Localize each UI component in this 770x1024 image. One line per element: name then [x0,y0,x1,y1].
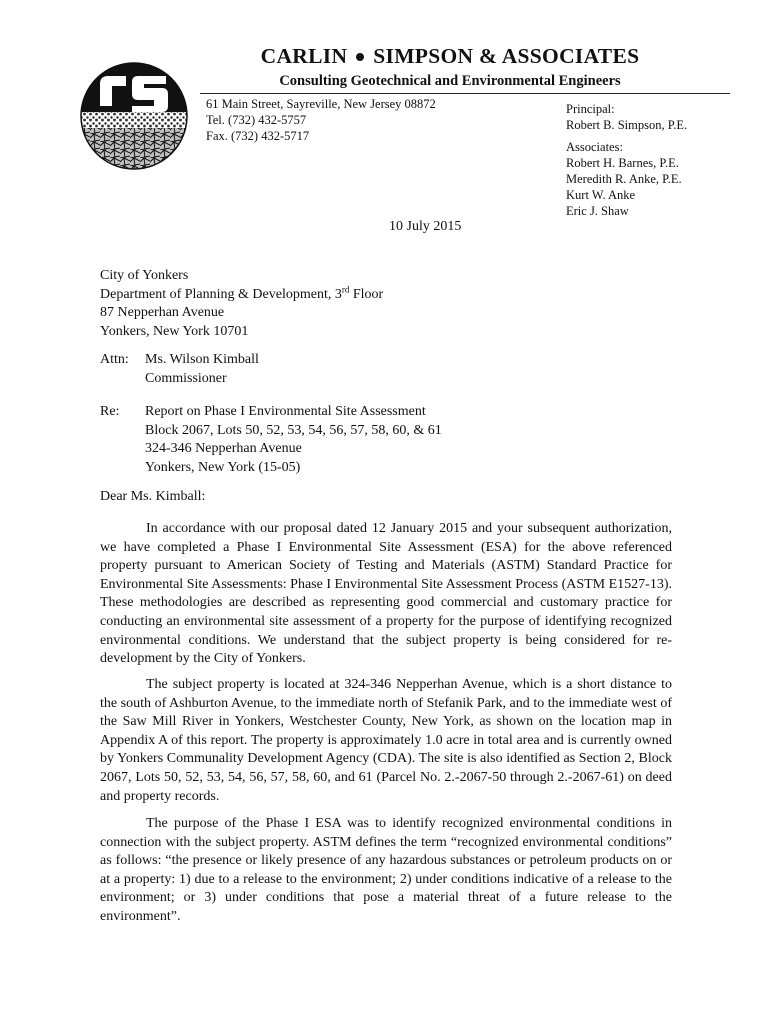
principal-label: Principal: [566,102,615,116]
associate-name: Eric J. Shaw [566,204,629,218]
body-paragraph: The subject property is located at 324-346 Nepperhan Avenue, which is a short distance to the south of Ashburton Avenue, to the immediate north of Stefanik Park, and to the immediate west of the Saw Mill River in Yonkers, Westchester County, New York, as shown on the location map in Appendix A of this report. The property is approximately 1.0 acre in total area and is currently owned by Yonkers Communality Development Agency (CDA). The site is also identified as Section 2, Block 2067, Lots 50, 52, 53, 54, 56, 57, 58, 60, and 61 (Parcel No. 2.-2067-50 through 2.-2067-61) on deed and property records. [100,677,672,804]
firm-staff [566,101,687,219]
firm-subtitle: Consulting Geotechnical and Environmental Engineers [279,73,621,89]
attn-name: Ms. Wilson Kimball [145,352,259,367]
bullet-dot-icon [356,53,364,61]
recipient-line: Yonkers, New York 10701 [100,323,249,339]
body-paragraph: The purpose of the Phase I ESA was to identify recognized environmental conditions in connection with the subject property. ASTM defines the term “recognized environmental conditions” as follows: “the presence or likely presence of any hazardous substances or petroleum products on or at a property: 1) due to a release to the environment; 2) under conditions indicative of a release to the environment; or 3) under conditions that pose a material threat of a future release to the environment”. [100,816,672,924]
associate-name: Meredith R. Anke, P.E. [566,172,682,186]
letter-date: 10 July 2015 [389,219,462,234]
firm-address [206,96,436,144]
address-tel: Tel. (732) 432-5757 [206,113,307,127]
company-logo [80,62,188,170]
attention-block [100,351,672,388]
body-paragraph: In accordance with our proposal dated 12 January 2015 and your subsequent authorization, we have completed a Phase I Environmental Site Assessment (ESA) for the above referenced property pursuant to American Society of Testing and Materials (ASTM) Standard Practice for Environmental Site Assessments: Phase I Environmental Site Assessment Process (ASTM E1527-13). These methodologies are described as representing good commercial and customary practice for conducting an environmental site assessment of a property for the purpose of identifying recognized environmental conditions. We understand that the subject property is being considered for re-development by the City of Yonkers. [100,521,673,667]
associate-name: Kurt W. Anke [566,188,636,202]
associates-label: Associates: [566,140,623,154]
attn-label: Attn: [100,352,129,367]
attn-title: Commissioner [145,370,227,386]
recipient-line: City of Yonkers [100,268,189,283]
firm-name: CARLIN SIMPSON & ASSOCIATES [260,44,640,68]
subject-block [100,403,672,477]
recipient-line: 87 Nepperhan Avenue [100,305,225,321]
recipient-address [100,267,672,341]
re-label: Re: [100,404,120,419]
associate-name: Robert H. Barnes, P.E. [566,156,679,170]
principal-name: Robert B. Simpson, P.E. [566,118,688,132]
letterhead-rule [200,93,730,94]
salutation: Dear Ms. Kimball: [100,489,206,504]
subject-line: Block 2067, Lots 50, 52, 53, 54, 56, 57, 58, 60, & 61 [145,422,442,438]
subject-line: Yonkers, New York (15-05) [145,459,301,475]
subject-line: 324-346 Nepperhan Avenue [145,441,302,457]
address-street: 61 Main Street, Sayreville, New Jersey 08872 [206,97,436,111]
address-fax: Fax. (732) 432-5717 [206,129,310,143]
subject-line: Report on Phase I Environmental Site Assessment [145,404,426,419]
recipient-line: Department of Planning & Development, 3rd Floor [100,283,384,302]
